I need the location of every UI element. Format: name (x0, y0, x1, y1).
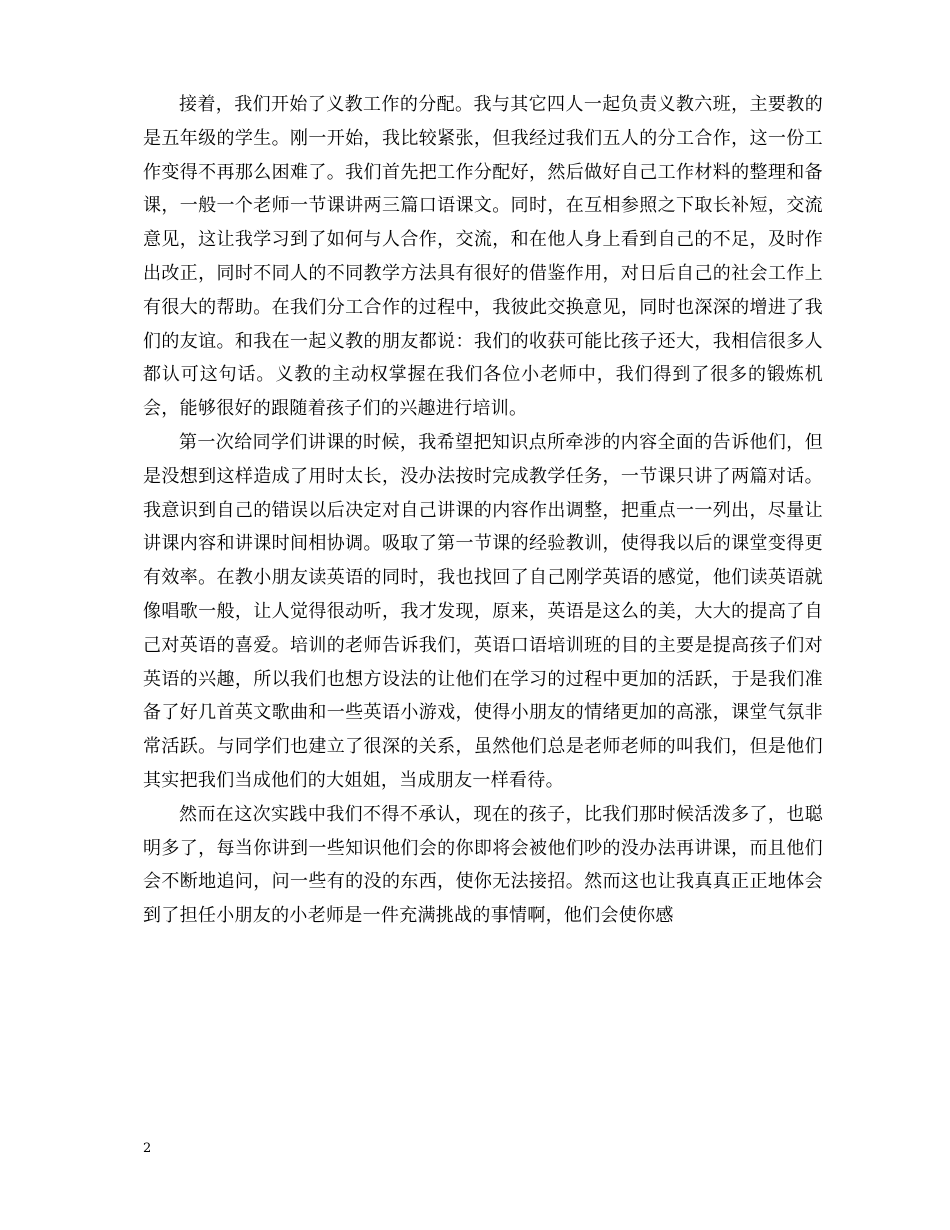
paragraph-2: 第一次给同学们讲课的时候，我希望把知识点所牵涉的内容全面的告诉他们，但是没想到这样造成了用时太长，没办法按时完成教学任务，一节课只讲了两篇对话。我意识到自己的错误以后决定对自己讲课的内容作出调整，把重点一一列出，尽量让讲课内容和讲课时间相协调。吸取了第一节课的经验教训，使得我以后的课堂变得更有效率。在教小朋友读英语的同时，我也找回了自己刚学英语的感觉，他们读英语就像唱歌一般，让人觉得很动听，我才发现，原来，英语是这么的美，大大的提高了自己对英语的喜爱。培训的老师告诉我们，英语口语培训班的目的主要是提高孩子们对英语的兴趣，所以我们也想方设法的让他们在学习的过程中更加的活跃，于是我们准备了好几首英文歌曲和一些英语小游戏，使得小朋友的情绪更加的高涨，课堂气氛非常活跃。与同学们也建立了很深的关系，虽然他们总是老师老师的叫我们，但是他们其实把我们当成他们的大姐姐，当成朋友一样看待。 (143, 431, 823, 791)
page-number: 2 (143, 1141, 152, 1156)
paragraph-1: 接着，我们开始了义教工作的分配。我与其它四人一起负责义教六班，主要教的是五年级的学生。刚一开始，我比较紧张，但我经过我们五人的分工合作，这一份工作变得不再那么困难了。我们首先把工作分配好，然后做好自己工作材料的整理和备课，一般一个老师一节课讲两三篇口语课文。同时，在互相参照之下取长补短，交流意见，这让我学习到了如何与人合作，交流，和在他人身上看到自己的不足，及时作出改正，同时不同人的不同教学方法具有很好的借鉴作用，对日后自己的社会工作上有很大的帮助。在我们分工合作的过程中，我彼此交换意见，同时也深深的增进了我们的友谊。和我在一起义教的朋友都说：我们的收获可能比孩子还大，我相信很多人都认可这句话。义教的主动权掌握在我们各位小老师中，我们得到了很多的锻炼机会，能够很好的跟随着孩子们的兴趣进行培训。 (143, 94, 823, 420)
paragraph-3: 然而在这次实践中我们不得不承认，现在的孩子，比我们那时候活泼多了，也聪明多了，每当你讲到一些知识他们会的你即将会被他们吵的没办法再讲课，而且他们会不断地追问，问一些有的没的东西，使你无法接招。然而这也让我真真正正地体会到了担任小朋友的小老师是一件充满挑战的事情啊，他们会使你感 (143, 803, 823, 927)
document-body (143, 88, 823, 933)
